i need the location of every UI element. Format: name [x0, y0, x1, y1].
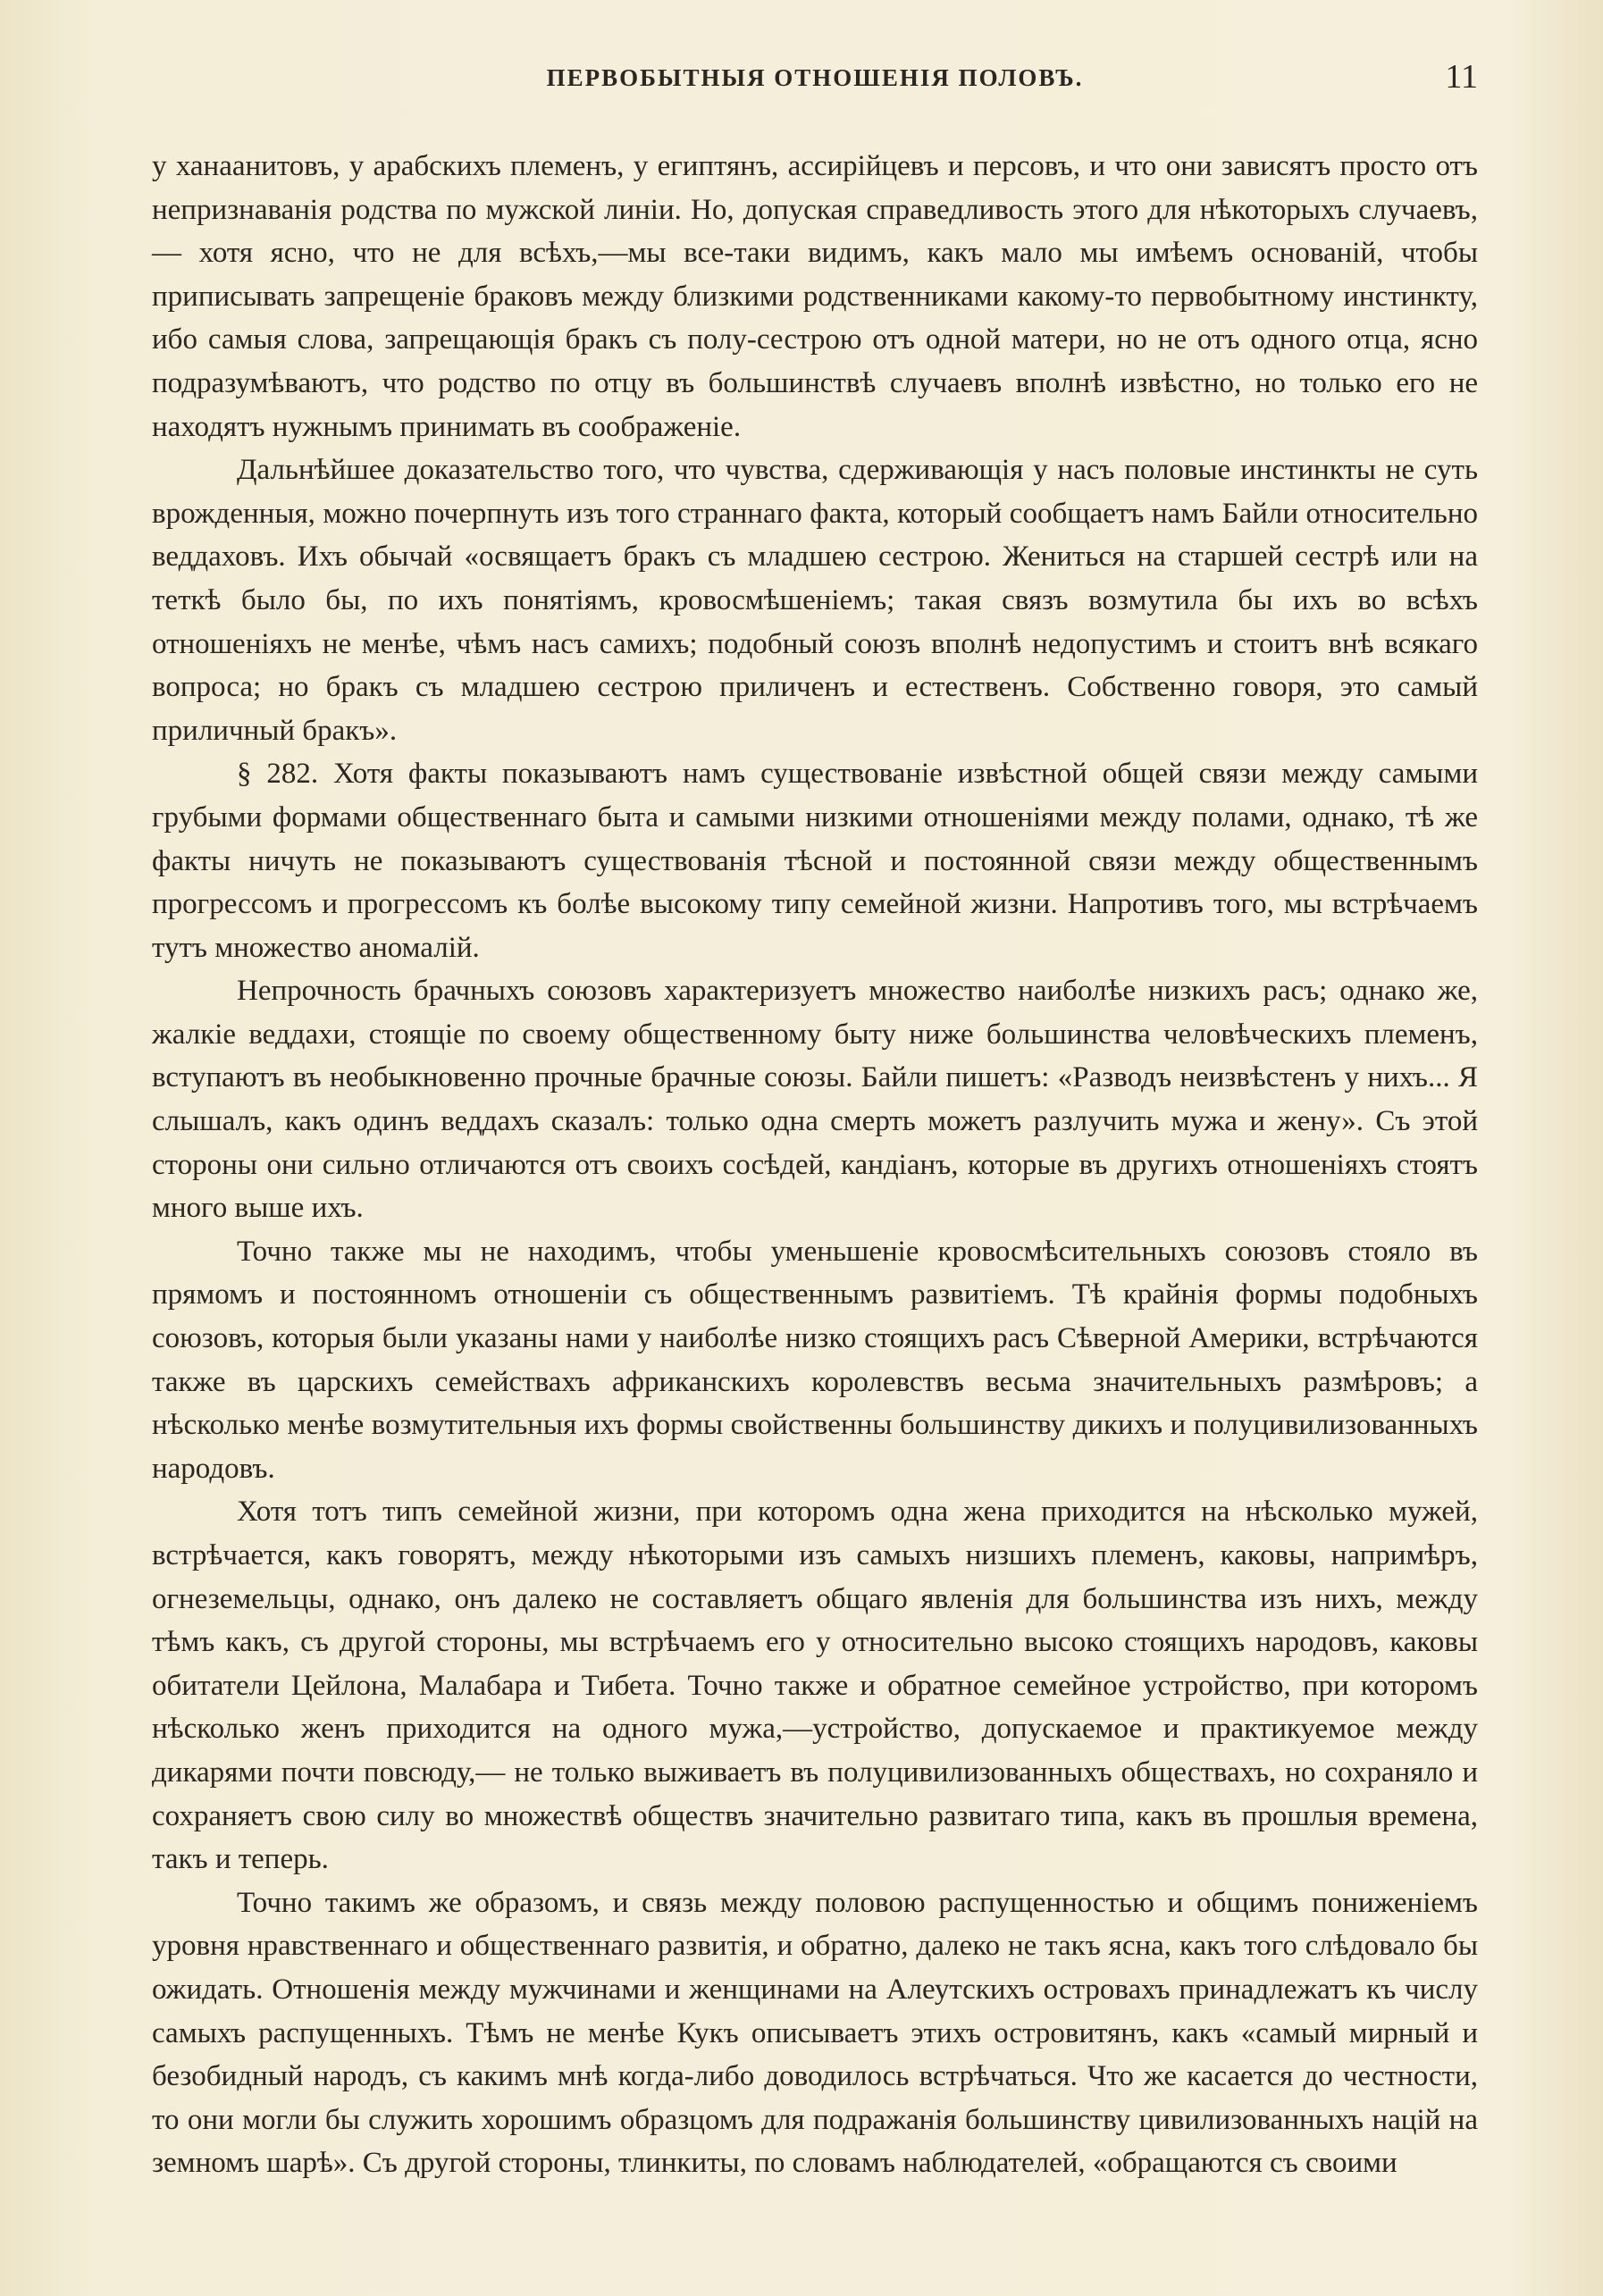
paragraph-continued: у ханаанитовъ, у арабскихъ племенъ, у египтянъ, ассирійцевъ и персовъ, и что они зависятъ просто отъ непризнаванія родства по мужской линіи. Но, допуская справедливость этого для нѣкоторыхъ случаевъ, — хотя ясно, что не для всѣхъ,—мы все-таки видимъ, какъ мало мы имѣемъ основаній, чтобы приписывать запрещеніе браковъ между близкими родственниками какому-то первобытному инстинкту, ибо самыя слова, запрещающія бракъ съ полу-сестрою отъ одной матери, но не отъ одного отца, ясно подразумѣваютъ, что родство по отцу въ большинствѣ случаевъ вполнѣ извѣстно, но только его не находятъ нужнымъ принимать въ соображеніе.: [152, 150, 1478, 443]
page-number: 11: [1445, 58, 1478, 96]
paragraph: Непрочность брачныхъ союзовъ характеризуетъ множество наиболѣе низкихъ расъ; однако же, жалкіе веддахи, стоящіе по своему общественному быту ниже большинства человѣческихъ племенъ, вступаютъ въ необыкновенно прочные брачные союзы. Байли пишетъ: «Разводъ неизвѣстенъ у нихъ... Я слышалъ, какъ одинъ веддахъ сказалъ: только одна смерть можетъ разлучить мужа и жену». Съ этой стороны они сильно отличаются отъ своихъ сосѣдей, кандіанъ, которые въ другихъ отношеніяхъ стоятъ много выше ихъ.: [152, 975, 1478, 1225]
paragraph-section-282: § 282. Хотя факты показываютъ намъ существованіе извѣстной общей связи между самыми грубыми формами общественнаго быта и самыми низкими отношеніями между полами, однако, тѣ же факты ничуть не показываютъ существованія тѣсной и постоянной связи между общественнымъ прогрессомъ и прогрессомъ къ болѣе высокому типу семейной жизни. Напротивъ того, мы встрѣчаемъ тутъ множество аномалій.: [152, 758, 1478, 964]
paragraph: Хотя тотъ типъ семейной жизни, при которомъ одна жена приходится на нѣсколько мужей, встрѣчается, какъ говорятъ, между нѣкоторыми изъ самыхъ низшихъ племенъ, каковы, напримѣръ, огнеземельцы, однако, онъ далеко не составляетъ общаго явленія для большинства изъ нихъ, между тѣмъ какъ, съ другой стороны, мы встрѣчаемъ его у относительно высоко стоящихъ народовъ, каковы обитатели Цейлона, Малабара и Тибета. Точно также и обратное семейное устройство, при которомъ нѣсколько женъ приходится на одного мужа,—устройство, допускаемое и практикуемое между дикарями почти повсюду,— не только выживаетъ въ полуцивилизованныхъ обществахъ, но сохраняло и сохраняетъ свою силу во множествѣ обществъ значительно развитаго типа, какъ въ прошлыя времена, такъ и теперь.: [152, 1496, 1478, 1876]
running-title: ПЕРВОБЫТНЫЯ ОТНОШЕНІЯ ПОЛОВЪ.: [546, 64, 1084, 91]
paragraph: Точно также мы не находимъ, чтобы уменьшеніе кровосмѣсительныхъ союзовъ стояло въ прямомъ и постоянномъ отношеніи съ общественнымъ развитіемъ. Тѣ крайнія формы подобныхъ союзовъ, которыя были указаны нами у наиболѣе низко стоящихъ расъ Сѣверной Америки, встрѣчаются также въ царскихъ семействахъ африканскихъ королевствъ весьма значительныхъ размѣровъ; а нѣсколько менѣе возмутительныя ихъ формы свойственны большинству дикихъ и полуцивилизованныхъ народовъ.: [152, 1235, 1478, 1485]
paragraph: Дальнѣйшее доказательство того, что чувства, сдерживающія у насъ половые инстинкты не суть врожденныя, можно почерпнуть изъ того страннаго факта, который сообщаетъ намъ Байли относительно веддаховъ. Ихъ обычай «освящаетъ бракъ съ младшею сестрою. Жениться на старшей сестрѣ или на теткѣ было бы, по ихъ понятіямъ, кровосмѣшеніемъ; такая связъ возмутила бы ихъ во всѣхъ отношеніяхъ не менѣе, чѣмъ насъ самихъ; подобный союзъ вполнѣ недопустимъ и стоитъ внѣ всякаго вопроса; но бракъ съ младшею сестрою приличенъ и естественъ. Собственно говоря, это самый приличный бракъ».: [152, 454, 1478, 747]
page-body: [152, 145, 1478, 2185]
paragraph: Точно такимъ же образомъ, и связь между половою распущенностью и общимъ пониженіемъ уровня нравственнаго и общественнаго развитія, и обратно, далеко не такъ ясна, какъ того слѣдовало бы ожидать. Отношенія между мужчинами и женщинами на Алеутскихъ островахъ принадлежатъ къ числу самыхъ распущенныхъ. Тѣмъ не менѣе Кукъ описываетъ этихъ островитянъ, какъ «самый мирный и безобидный народъ, съ какимъ мнѣ когда-либо доводилось встрѣчаться. Что же касается до честности, то они могли бы служить хорошимъ образцомъ для подражанія большинству цивилизованныхъ націй на земномъ шарѣ». Съ другой стороны, тлинкиты, по словамъ наблюдателей, «обращаются съ своими: [152, 1886, 1478, 2180]
page-header: [152, 58, 1478, 109]
